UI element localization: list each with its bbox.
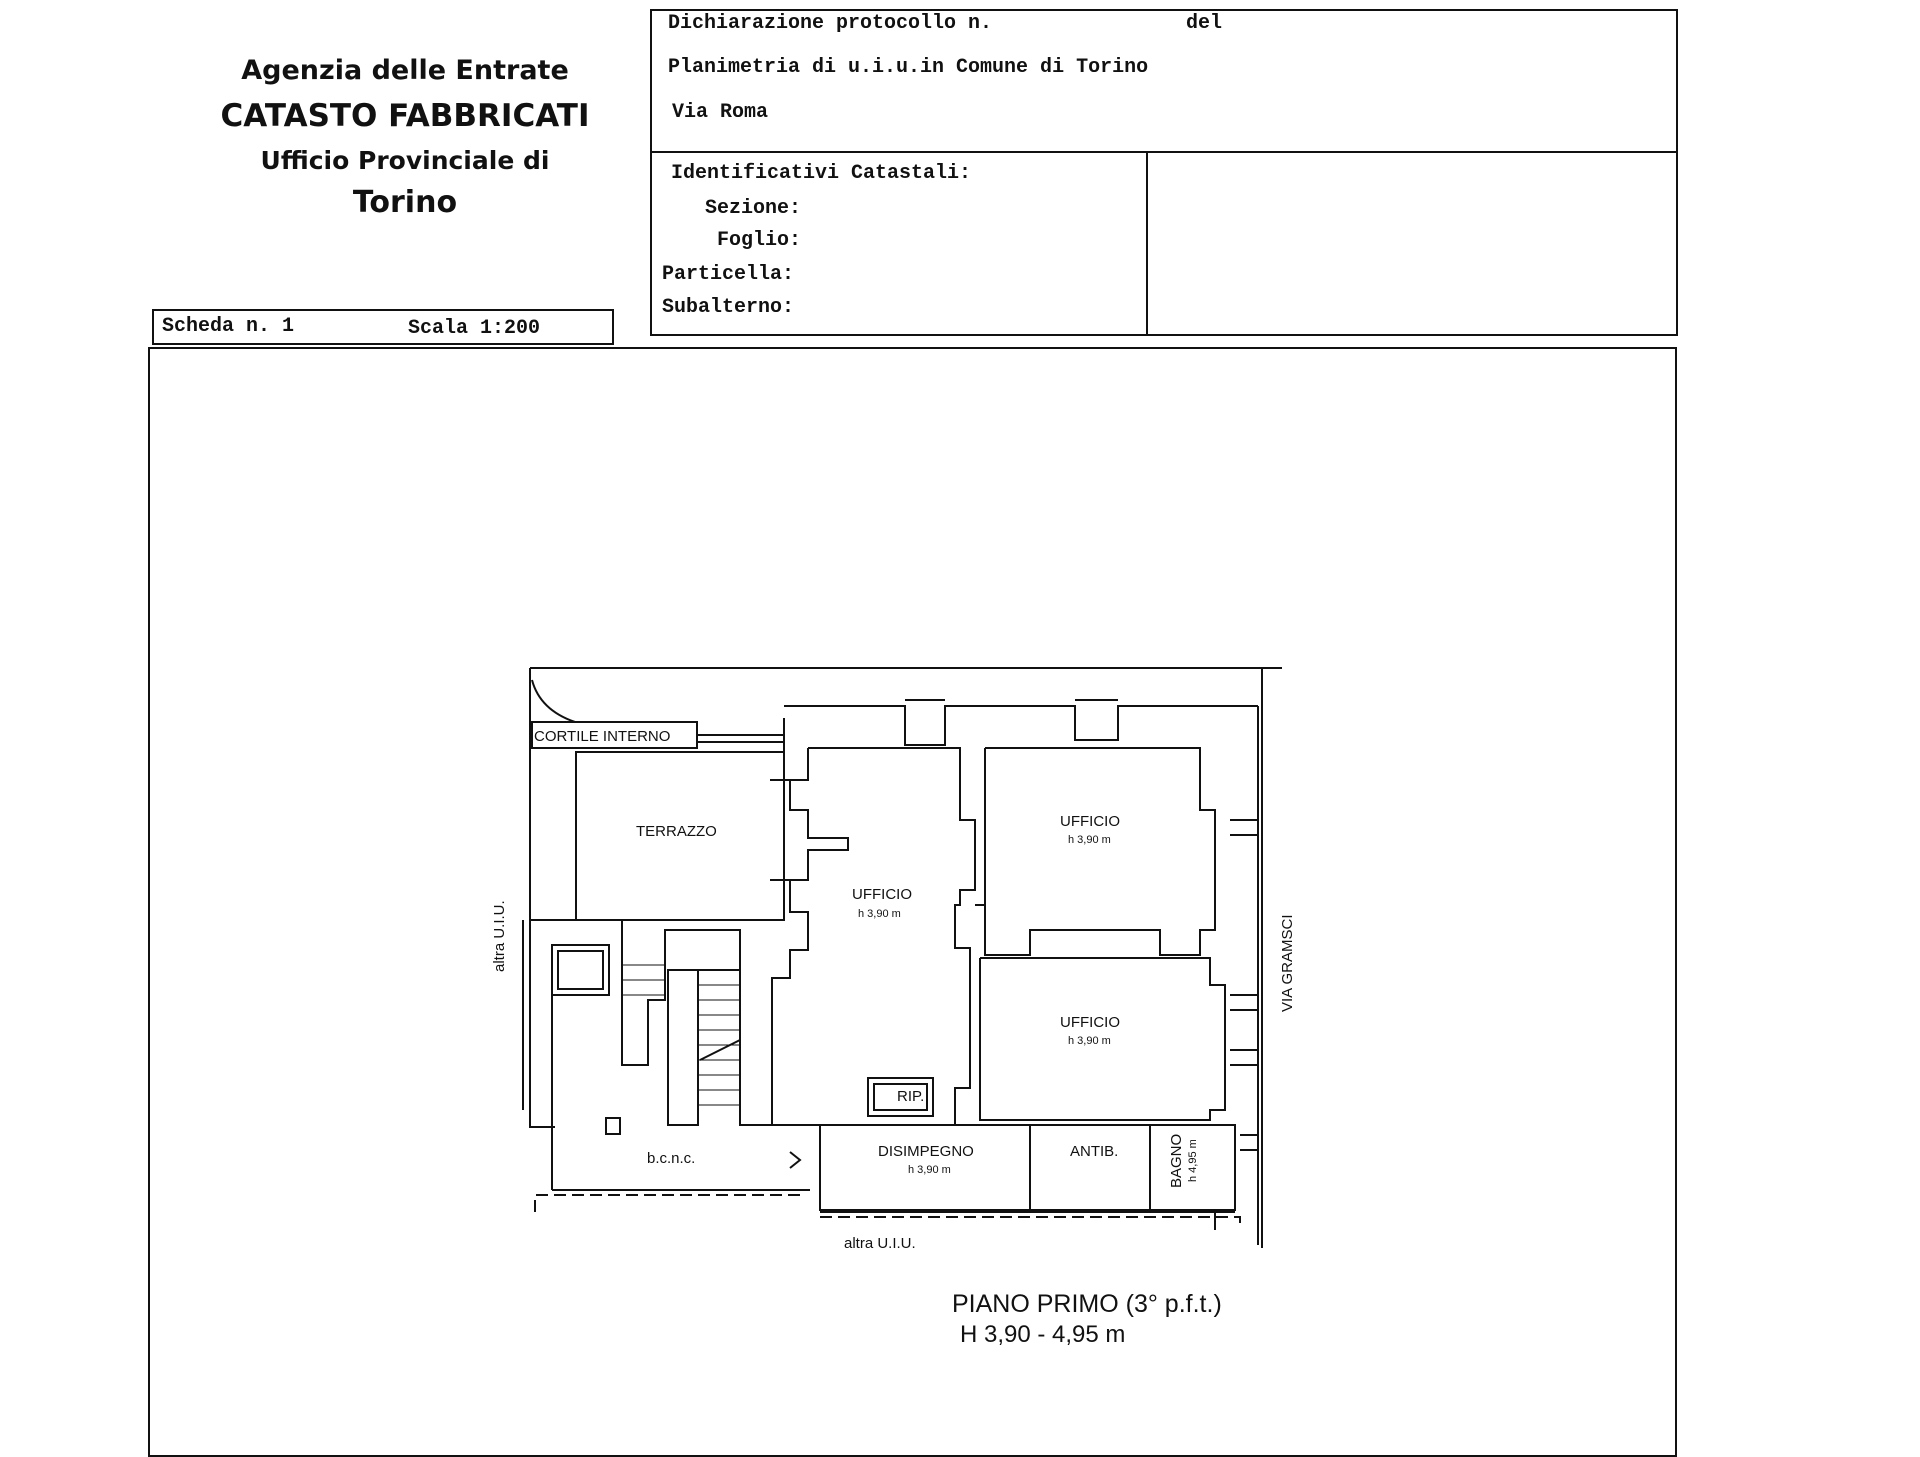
office-2-height: h 3,90 m: [1068, 834, 1111, 846]
hallway-height: h 3,90 m: [908, 1164, 951, 1176]
planimetry-label: Planimetria di u.i.u.in Comune di Torino: [668, 56, 1149, 79]
provincial-office: Ufficio Provinciale di: [260, 146, 550, 175]
lift-shaft: [606, 1118, 620, 1134]
office-city: Torino: [352, 185, 458, 220]
street-label: VIA GRAMSCI: [1279, 914, 1296, 1012]
window-ticks: [770, 700, 1258, 1150]
subalterno-label: Subalterno:: [662, 296, 795, 319]
foglio-label: Foglio:: [717, 229, 802, 252]
common-area-label: b.c.n.c.: [647, 1150, 696, 1167]
closet-label: RIP.: [897, 1088, 925, 1105]
terrace-label: TERRAZZO: [636, 823, 717, 840]
stair-treads: [622, 965, 740, 1105]
stair-flight: [668, 970, 698, 1125]
agency-name: Agenzia delle Entrate: [241, 55, 569, 86]
declaration-date-label: del: [1186, 12, 1223, 35]
building-top: [784, 706, 1258, 745]
office-2-walls: [975, 748, 1215, 955]
bathroom-height: h 4,95 m: [1187, 1139, 1199, 1182]
identifiers-title: Identificativi Catastali:: [671, 162, 972, 185]
registry-name: CATASTO FABBRICATI: [220, 98, 590, 134]
particella-label: Particella:: [662, 263, 795, 286]
office-1-height: h 3,90 m: [858, 908, 901, 920]
office-2-label: UFFICIO: [1060, 813, 1120, 830]
courtyard-label: CORTILE INTERNO: [534, 728, 671, 745]
adjacent-unit-bottom: altra U.I.U.: [844, 1235, 916, 1252]
address-label: Via Roma: [672, 101, 769, 124]
office-1-top: [808, 748, 975, 1125]
stair-right: [698, 970, 772, 1125]
anteroom-label: ANTIB.: [1070, 1143, 1119, 1160]
bathroom-label: BAGNO: [1168, 1133, 1185, 1188]
sezione-label: Sezione:: [705, 197, 802, 220]
height-caption: H 3,90 - 4,95 m: [960, 1321, 1126, 1348]
declaration-label: Dichiarazione protocollo n.: [668, 12, 993, 35]
stair-box-left: [552, 945, 609, 995]
sheet-scale: Scala 1:200: [408, 317, 541, 340]
courtyard-curve: [532, 680, 575, 722]
stair-break: [700, 1040, 740, 1060]
stair-box-left-inner: [558, 951, 603, 989]
floor-caption: PIANO PRIMO (3° p.f.t.): [952, 1290, 1222, 1318]
sheet-number: Scheda n. 1: [162, 315, 295, 338]
office-3-height: h 3,90 m: [1068, 1035, 1111, 1047]
adjacent-unit-left: altra U.I.U.: [491, 900, 508, 972]
office-3-label: UFFICIO: [1060, 1014, 1120, 1031]
office-1-label: UFFICIO: [852, 886, 912, 903]
door-symbol: [790, 1152, 800, 1168]
stairwell-walls: [622, 920, 740, 1065]
hallway-label: DISIMPEGNO: [878, 1143, 974, 1160]
